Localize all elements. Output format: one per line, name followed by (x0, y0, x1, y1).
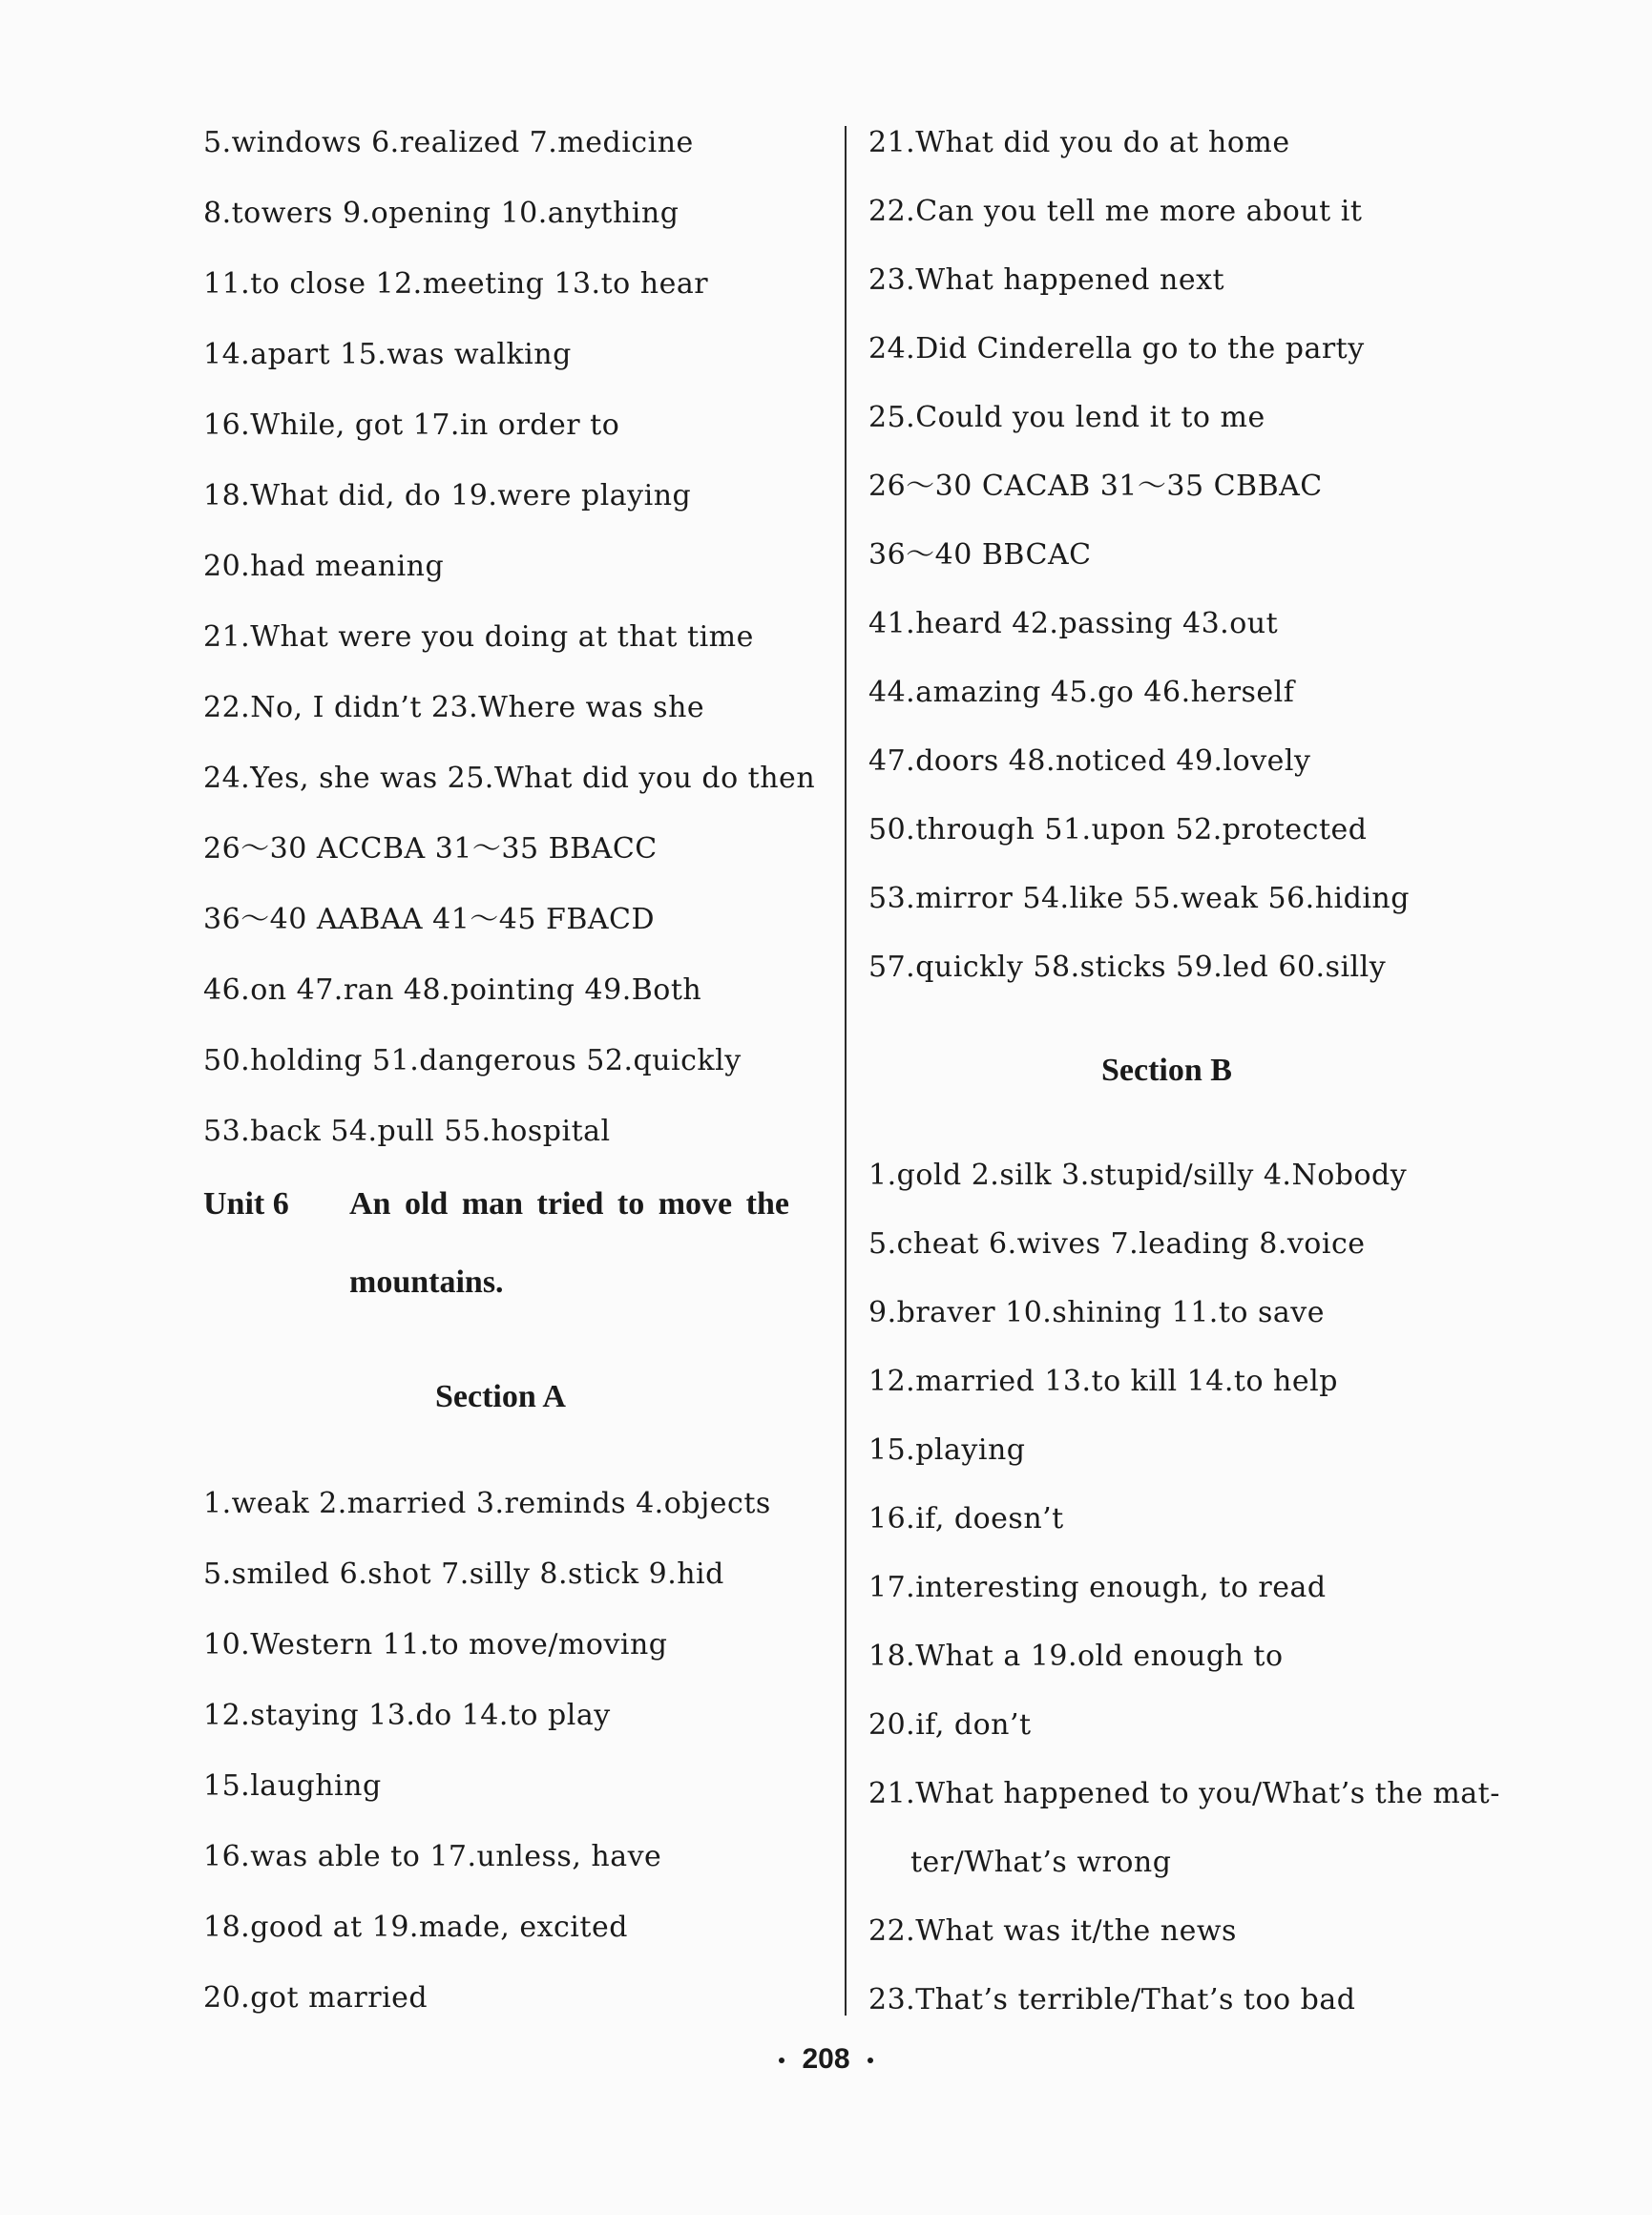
answer-line: 23.What happened next (868, 263, 1225, 297)
answer-line: 44.amazing 45.go 46.herself (868, 676, 1295, 709)
answer-line: 53.back 54.pull 55.hospital (203, 1115, 611, 1148)
answer-line: 50.holding 51.dangerous 52.quickly (203, 1044, 742, 1077)
section-a-heading: Section A (435, 1379, 566, 1414)
answer-line: 21.What were you doing at that time (203, 620, 754, 654)
answer-line: 47.doors 48.noticed 49.lovely (868, 744, 1311, 778)
answer-line: 57.quickly 58.sticks 59.led 60.silly (868, 951, 1387, 984)
answer-line: 36～40 AABAA 41～45 FBACD (203, 903, 656, 936)
answer-line: 11.to close 12.meeting 13.to hear (203, 267, 709, 301)
bullet-dot-icon (868, 2058, 873, 2063)
answer-line: 5.cheat 6.wives 7.leading 8.voice (868, 1227, 1366, 1261)
unit-title-line2: mountains. (349, 1264, 504, 1300)
section-b-heading: Section B (1101, 1053, 1232, 1088)
unit-label: Unit 6 (203, 1186, 289, 1222)
answer-line: 9.braver 10.shining 11.to save (868, 1296, 1325, 1329)
answer-line: 1.weak 2.married 3.reminds 4.objects (203, 1487, 771, 1520)
answer-line: 16.While, got 17.in order to (203, 408, 620, 442)
answer-line: 22.What was it/the news (868, 1914, 1237, 1948)
answer-line: 50.through 51.upon 52.protected (868, 813, 1368, 846)
unit-heading (203, 1183, 824, 1317)
answer-line-continuation: ter/What’s wrong (910, 1846, 1172, 1879)
answer-line: 25.Could you lend it to me (868, 401, 1265, 434)
answer-line: 5.smiled 6.shot 7.silly 8.stick 9.hid (203, 1557, 724, 1591)
answer-line: 12.married 13.to kill 14.to help (868, 1365, 1338, 1398)
answer-line: 14.apart 15.was walking (203, 338, 572, 371)
answer-line: 18.What a 19.old enough to (868, 1640, 1284, 1673)
page-number (0, 2040, 1652, 2079)
answer-line: 17.interesting enough, to read (868, 1571, 1327, 1604)
answer-line: 36～40 BBCAC (868, 538, 1092, 572)
answer-line: 22.No, I didn’t 23.Where was she (203, 691, 705, 724)
answer-line: 20.had meaning (203, 550, 445, 583)
answer-line: 5.windows 6.realized 7.medicine (203, 126, 694, 159)
answer-line: 26～30 CACAB 31～35 CBBAC (868, 470, 1323, 503)
answer-line: 20.got married (203, 1981, 429, 2015)
answer-line: 46.on 47.ran 48.pointing 49.Both (203, 973, 702, 1007)
answer-line: 20.if, don’t (868, 1708, 1032, 1742)
answer-line: 12.staying 13.do 14.to play (203, 1699, 611, 1732)
answer-line: 41.heard 42.passing 43.out (868, 607, 1279, 640)
answer-line: 53.mirror 54.like 55.weak 56.hiding (868, 882, 1410, 915)
answer-line: 23.That’s terrible/That’s too bad (868, 1983, 1356, 2016)
answer-line: 24.Yes, she was 25.What did you do then (203, 762, 816, 795)
bullet-dot-icon (779, 2058, 784, 2063)
answer-line: 21.What did you do at home (868, 126, 1290, 159)
answer-line: 15.playing (868, 1433, 1026, 1467)
answer-line: 8.towers 9.opening 10.anything (203, 197, 680, 230)
answer-line: 21.What happened to you/What’s the mat- (868, 1777, 1500, 1810)
answer-line: 22.Can you tell me more about it (868, 195, 1363, 228)
answer-line: 16.was able to 17.unless, have (203, 1840, 662, 1873)
answer-line: 26～30 ACCBA 31～35 BBACC (203, 832, 658, 866)
answer-line: 10.Western 11.to move/moving (203, 1628, 668, 1661)
page-number-text: 208 (802, 2043, 850, 2075)
answer-line: 15.laughing (203, 1769, 382, 1803)
answer-line: 18.good at 19.made, excited (203, 1911, 628, 1944)
answer-line: 16.if, doesn’t (868, 1502, 1064, 1536)
answer-line: 24.Did Cinderella go to the party (868, 332, 1365, 366)
column-divider (845, 126, 847, 2016)
answer-line: 1.gold 2.silk 3.stupid/silly 4.Nobody (868, 1159, 1408, 1192)
unit-title-line1: An old man tried to move the (349, 1186, 789, 1222)
answer-line: 18.What did, do 19.were playing (203, 479, 692, 512)
